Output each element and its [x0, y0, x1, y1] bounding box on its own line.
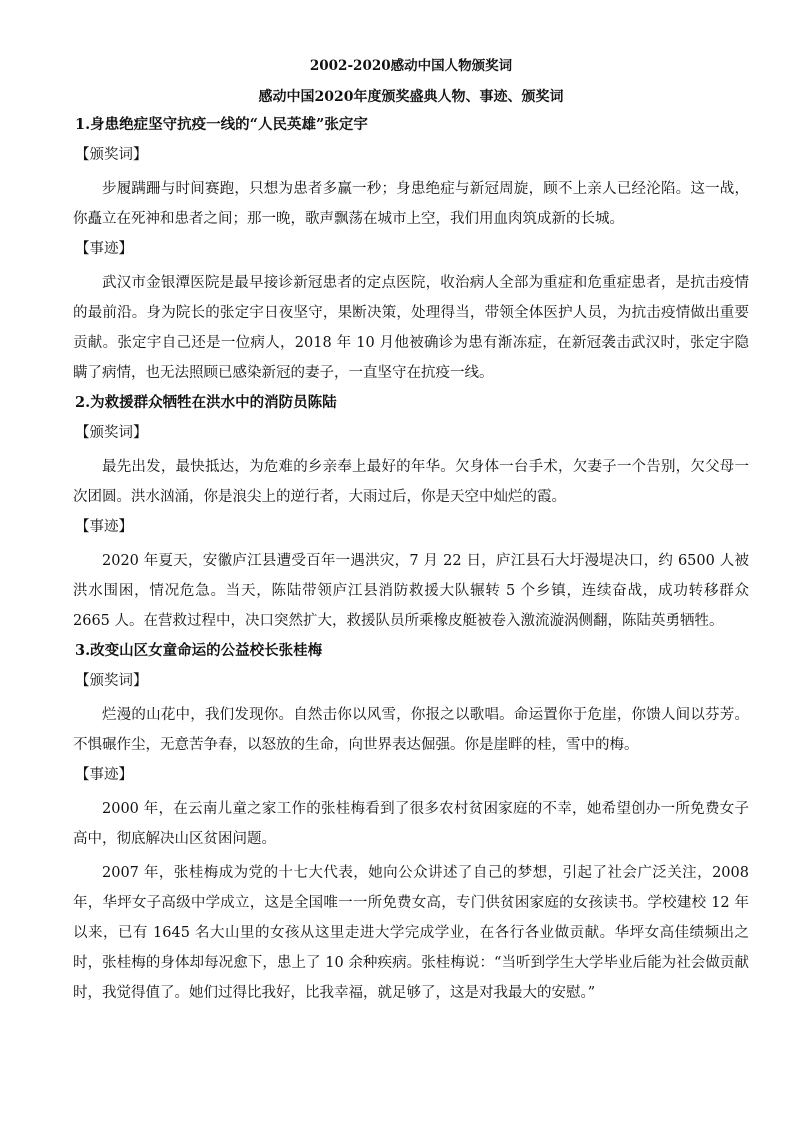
deeds-label: 【事迹】: [75, 767, 133, 783]
section-1: [73, 114, 749, 388]
award-text: 最先出发，最快抵达，为危难的乡亲奉上最好的年华。欠身体一台手术，欠妻子一个告别，欠父母一次团圆。洪水汹涌，你是浪尖上的逆行者，大雨过后，你是天空中灿烂的霞。: [73, 459, 749, 505]
award-label: 【颁奖词】: [75, 147, 148, 163]
document-page: [73, 55, 749, 1012]
award-label: 【颁奖词】: [75, 425, 148, 441]
section-heading: 2.为救援群众牺牲在洪水中的消防员陈陆: [75, 394, 337, 411]
award-text: 烂漫的山花中，我们发现你。自然击你以风雪，你报之以歌唱。命运置你于危崖，你馈人间以芬芳。不惧碾作尘，无意苦争春，以怒放的生命，向世界表达倔强。你是崖畔的桂，雪中的梅。: [73, 707, 749, 753]
deeds-paragraph: 武汉市金银潭医院是最早接诊新冠患者的定点医院，收治病人全部为重症和危重症患者，是抗击疫情的最前沿。身为院长的张定宇日夜坚守，果断决策，处理得当，带领全体医护人员，为抗击疫情做出重要贡献。张定宇自己还是一位病人，2018 年 10 月他被确诊为患有渐冻症，在新冠袭击武汉时，张定宇隐瞒了病情，也无法照顾已感染新冠的妻子，一直坚守在抗疫一线。: [73, 275, 749, 381]
deeds-label: 【事迹】: [75, 241, 133, 257]
document-subtitle: 感动中国2020年度颁奖盛典人物、事迹、颁奖词: [258, 89, 564, 105]
deeds-paragraph: 2007 年，张桂梅成为党的十七大代表，她向公众讲述了自己的梦想，引起了社会广泛关注，2008 年，华坪女子高级中学成立，这是全国唯一一所免费女高，专门供贫困家庭的女孩读书。学校建校 12 年以来，已有 1645 名大山里的女孩从这里走进大学完成学业，在各行各业做贡献。华坪女高佳绩频出之时，张桂梅的身体却每况愈下，患上了 10 余种疾病。张桂梅说：“当听到学生大学毕业后能为社会做贡献时，我觉得值了。她们过得比我好，比我幸福，就足够了，这是对我最大的安慰。”: [73, 865, 749, 1001]
section-2: [73, 392, 749, 636]
document-title: 2002-2020感动中国人物颁奖词: [309, 58, 513, 74]
deeds-paragraph: 2000 年，在云南儿童之家工作的张桂梅看到了很多农村贫困家庭的不幸，她希望创办一所免费女子高中，彻底解决山区贫困问题。: [73, 801, 749, 847]
section-heading: 1.身患绝症坚守抗疫一线的“人民英雄”张定宇: [75, 116, 368, 133]
section-3: [73, 640, 749, 1008]
section-heading: 3.改变山区女童命运的公益校长张桂梅: [75, 642, 323, 659]
deeds-label: 【事迹】: [75, 519, 133, 535]
award-label: 【颁奖词】: [75, 673, 148, 689]
award-text: 步履蹒跚与时间赛跑，只想为患者多赢一秒；身患绝症与新冠周旋，顾不上亲人已经沦陷。这一战，你矗立在死神和患者之间；那一晚，歌声飘荡在城市上空，我们用血肉筑成新的长城。: [73, 181, 749, 227]
deeds-paragraph: 2020 年夏天，安徽庐江县遭受百年一遇洪灾，7 月 22 日，庐江县石大圩漫堤决口，约 6500 人被洪水围困，情况危急。当天，陈陆带领庐江县消防救援大队辗转 5 个乡镇，连续奋战，成功转移群众 2665 人。在营救过程中，决口突然扩大，救援队员所乘橡皮艇被卷入激流漩涡侧翻，陈陆英勇牺牲。: [73, 553, 749, 629]
